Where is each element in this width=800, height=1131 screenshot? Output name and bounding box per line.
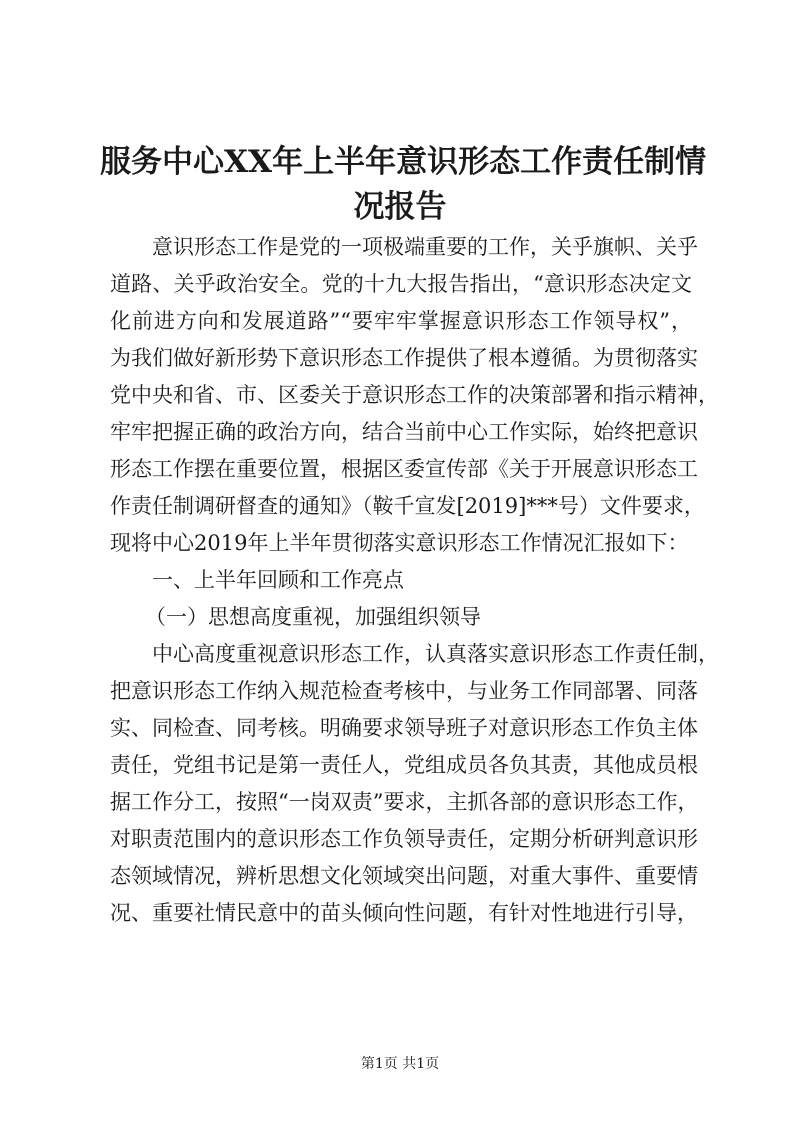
document-title-line-1: 服务中心XX年上半年意识形态工作责任制情	[100, 144, 707, 180]
paragraph-line: 现将中心2019年上半年贯彻落实意识形态工作情况汇报如下：	[110, 531, 689, 555]
paragraph-line: 意识形态工作是党的一项极端重要的工作，关乎旗帜、关乎	[152, 235, 698, 259]
paragraph-line: 对职责范围内的意识形态工作负领导责任，定期分析研判意识形	[110, 827, 698, 851]
paragraph-line: 态领域情况，辨析思想文化领域突出问题，对重大事件、重要情	[110, 864, 698, 888]
paragraph-line: 党中央和省、市、区委关于意识形态工作的决策部署和指示精神，	[110, 383, 719, 407]
section-heading: 一、上半年回顾和工作亮点	[152, 568, 404, 592]
paragraph-line: 道路、关乎政治安全。党的十九大报告指出，“意识形态决定文	[110, 272, 692, 296]
paragraph-line: 为我们做好新形势下意识形态工作提供了根本遵循。为贯彻落实	[110, 346, 698, 370]
paragraph-line: 中心高度重视意识形态工作，认真落实意识形态工作责任制，	[152, 642, 719, 666]
paragraph-line: 把意识形态工作纳入规范检查考核中，与业务工作同部署、同落	[110, 679, 698, 703]
paragraph-line: 作责任制调研督查的通知》（鞍千宣发[2019]***号）文件要求，	[110, 494, 705, 518]
paragraph-line: 牢牢把握正确的政治方向，结合当前中心工作实际，始终把意识	[110, 420, 698, 444]
paragraph-line: 化前进方向和发展道路”“要牢牢掌握意识形态工作领导权”，	[110, 309, 692, 333]
document-title-line-2: 况报告	[353, 189, 447, 225]
subsection-heading: （一）思想高度重视，加强组织领导	[145, 605, 481, 629]
paragraph-line: 形态工作摆在重要位置，根据区委宣传部《关于开展意识形态工	[110, 457, 698, 481]
page-footer: 第1页 共1页	[360, 1056, 440, 1072]
paragraph-line: 责任，党组书记是第一责任人，党组成员各负其责，其他成员根	[110, 753, 698, 777]
paragraph-line: 况、重要社情民意中的苗头倾向性问题，有针对性地进行引导，	[110, 901, 698, 925]
paragraph-line: 据工作分工，按照“一岗双责”要求，主抓各部的意识形态工作，	[110, 790, 699, 814]
paragraph-line: 实、同检查、同考核。明确要求领导班子对意识形态工作负主体	[110, 716, 698, 740]
